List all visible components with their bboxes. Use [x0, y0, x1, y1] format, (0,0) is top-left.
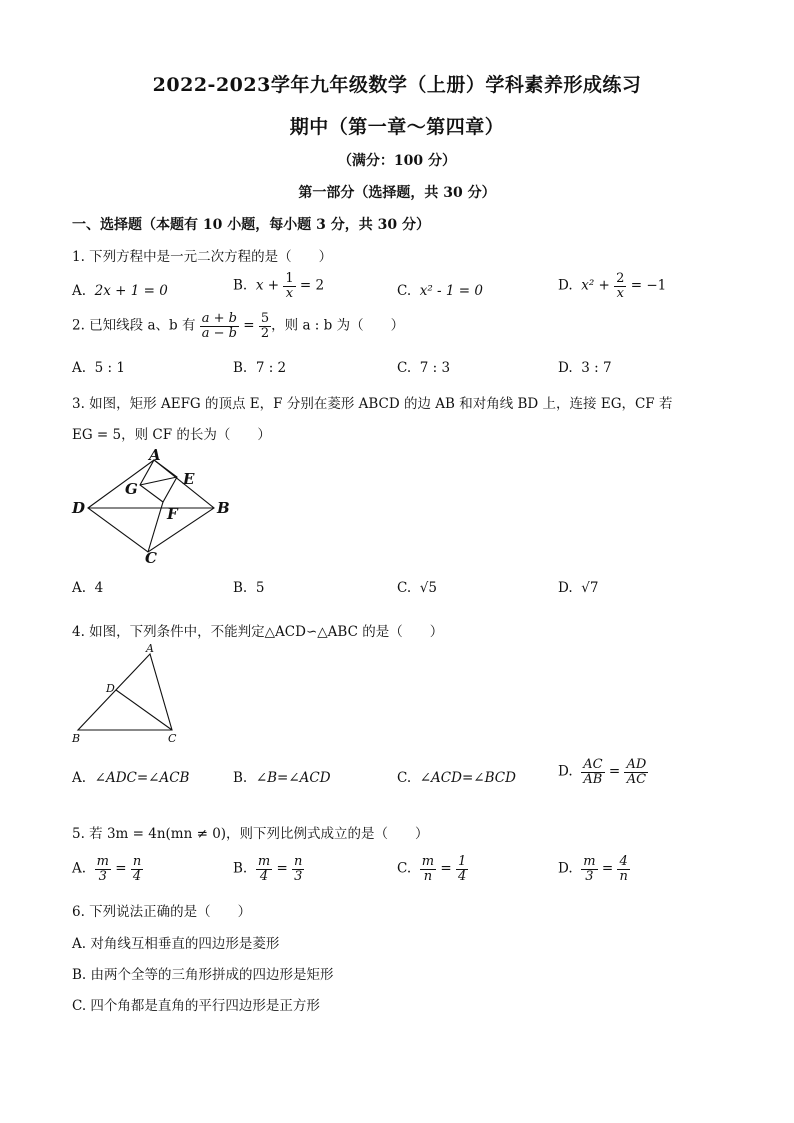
segment-cd	[116, 690, 172, 730]
q1-option-d	[558, 272, 666, 300]
q3-option-b: B. 5	[233, 580, 265, 596]
fig-label: C	[168, 732, 177, 745]
triangle-abc	[78, 654, 172, 730]
option-label: C.	[397, 283, 412, 299]
q3-figure	[66, 446, 246, 570]
stem-text: 2. 已知线段 a、b 有	[72, 317, 196, 334]
q2-option-b: B. 7 : 2	[233, 360, 287, 376]
option-value: 2x + 1 = 0	[94, 283, 168, 299]
fig-label: D	[72, 499, 86, 517]
page-title: 2022-2023学年九年级数学（上册）学科素养形成练习	[152, 74, 642, 96]
q3-stem-line2: EG = 5，则 CF 的长为（ ）	[72, 427, 271, 443]
q4-stem: 4. 如图，下列条件中，不能判定△ACD∽△ABC 的是（ ）	[72, 624, 444, 640]
segment-eg	[140, 477, 177, 485]
q5-stem: 5. 若 3m = 4n(mn ≠ 0)，则下列比例式成立的是（ ）	[72, 826, 429, 842]
q5-option-d: D. $\frac{m}{3}$ = $\frac{4}{n}$	[558, 854, 628, 884]
fig-label: C	[145, 549, 157, 567]
stem-text: ，则 a : b 为（ ）	[271, 317, 405, 334]
expr-part: = −1	[630, 277, 667, 294]
q6-stem: 6. 下列说法正确的是（ ）	[72, 904, 252, 920]
fig-label: D	[106, 682, 115, 695]
q4-option-c: C. ∠ACD=∠BCD	[397, 770, 516, 786]
q4-option-d: D. $\frac{AC}{AB}$ = $\frac{AD}{AC}$	[558, 757, 647, 787]
fraction: $\frac{5}{2}$	[260, 311, 270, 341]
expr-part: x² +	[581, 277, 610, 294]
q4-figure	[66, 642, 196, 748]
q3-option-a: A. 4	[72, 580, 104, 596]
q3-stem-line1: 3. 如图，矩形 AEFG 的顶点 E，F 分别在菱形 ABCD 的边 AB 和对角线 BD 上，连接 EG，CF 若	[72, 396, 673, 412]
fraction: $\frac{2}{x}$	[616, 271, 625, 301]
fig-label: B	[217, 499, 230, 517]
q1-option-a	[72, 283, 168, 299]
part-heading: 第一部分（选择题，共 30 分）	[298, 185, 496, 201]
expr-part: = 2	[299, 277, 325, 294]
q3-option-c: C. √5	[397, 580, 437, 596]
q2-option-d: D. 3 : 7	[558, 360, 612, 376]
option-label: D.	[558, 277, 573, 294]
rhombus-abcd	[88, 460, 214, 552]
fig-label: A	[149, 446, 161, 464]
page-subtitle: 期中（第一章～第四章）	[289, 116, 505, 138]
q4-option-b: B. ∠B=∠ACD	[233, 770, 331, 786]
q5-option-a: A. $\frac{m}{3}$ = $\frac{n}{4}$	[72, 854, 142, 884]
fraction: $\frac{a + b}{a - b}$	[201, 311, 237, 341]
fig-label: G	[125, 480, 138, 498]
q2-option-a: A. 5 : 1	[72, 360, 125, 376]
q6-option-b: B. 由两个全等的三角形拼成的四边形是矩形	[72, 967, 334, 983]
segment-cf	[148, 502, 163, 552]
option-label: B.	[233, 277, 248, 294]
option-label: A.	[72, 283, 87, 299]
expr-part: x +	[255, 277, 280, 294]
q6-option-a: A. 对角线互相垂直的四边形是菱形	[72, 936, 280, 952]
full-score: （满分：100 分）	[337, 153, 457, 169]
fig-label: A	[146, 642, 154, 655]
fig-label: F	[167, 505, 178, 523]
q1-stem: 1. 下列方程中是一元二次方程的是（ ）	[72, 249, 333, 265]
fig-label: B	[72, 732, 81, 745]
section-heading: 一、选择题（本题有 10 小题，每小题 3 分，共 30 分）	[72, 217, 430, 233]
fig-label: E	[183, 470, 195, 488]
q1-option-c	[397, 283, 483, 299]
q2-stem: 2. 已知线段 a、b 有 $\frac{a + b}{a - b}$ = $\frac{5}{2}$ ，则 a : b 为（ ）	[72, 311, 405, 341]
q2-option-c: C. 7 : 3	[397, 360, 451, 376]
q4-option-a: A. ∠ADC=∠ACB	[72, 770, 190, 786]
q5-option-b: B. $\frac{m}{4}$ = $\frac{n}{3}$	[233, 854, 303, 884]
fraction: $\frac{1}{x}$	[285, 271, 294, 301]
q5-option-c: C. $\frac{m}{n}$ = $\frac{1}{4}$	[397, 854, 467, 884]
q6-option-c: C. 四个角都是直角的平行四边形是正方形	[72, 998, 320, 1014]
q1-option-b	[233, 272, 324, 300]
q3-option-d: D. √7	[558, 580, 599, 596]
option-value: x² - 1 = 0	[419, 283, 483, 299]
